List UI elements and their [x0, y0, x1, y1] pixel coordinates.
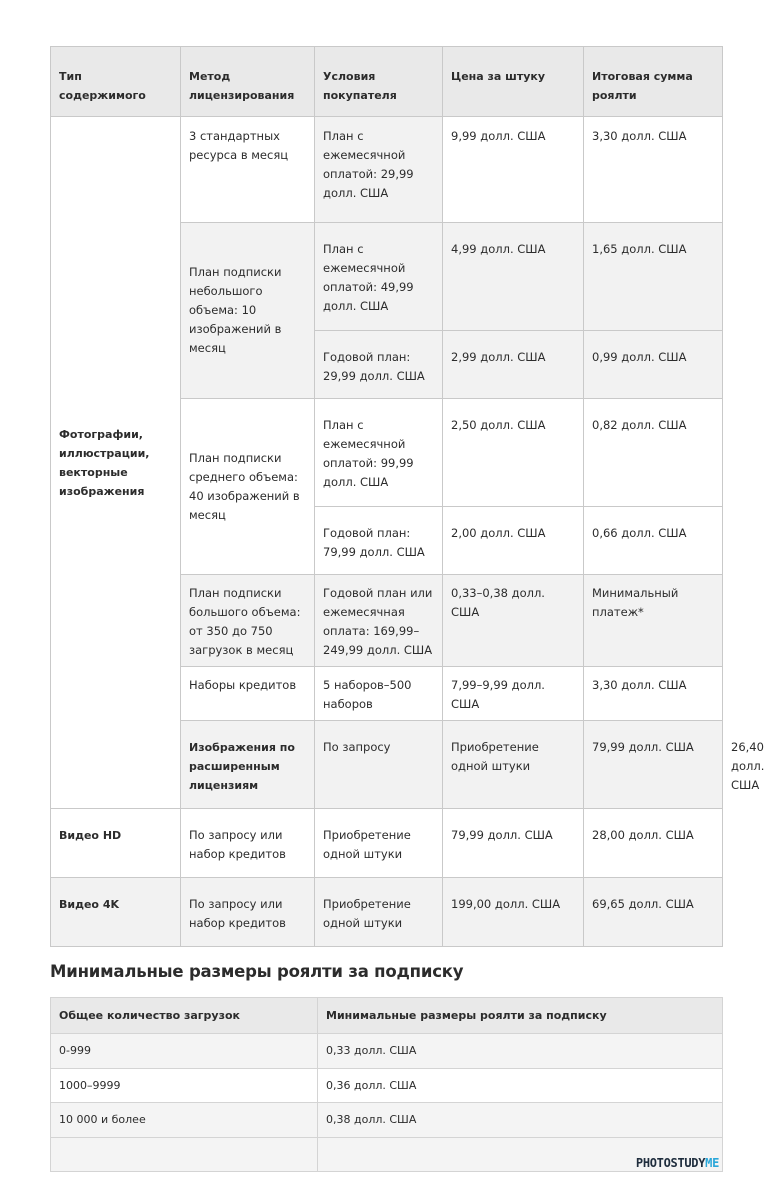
unit-price: 79,99 долл. США — [443, 809, 584, 878]
license-method: По запросу или набор кредитов — [181, 809, 315, 878]
unit-price: 2,99 долл. США — [443, 331, 584, 399]
table-row: Изображения по расширенным лицензиям По запросу Приобретение одной штуки 79,99 долл. США 26,40 долл. США — [51, 721, 723, 809]
unit-price: 4,99 долл. США — [443, 223, 584, 331]
table-header-row — [51, 47, 723, 117]
buyer-terms: Годовой план: 79,99 долл. США — [315, 507, 443, 575]
downloads-range: 10 000 и более — [51, 1103, 318, 1138]
buyer-terms: 5 наборов–500 наборов — [315, 667, 443, 721]
header-content-type: Тип содержимого — [51, 47, 181, 117]
minimum-royalty: 0,33 долл. США — [318, 1034, 723, 1069]
royalty-total: Минимальный платеж* — [584, 575, 723, 667]
license-method: План подписки большого объема: от 350 до 750 загрузок в месяц — [181, 575, 315, 667]
header-minimum-royalty: Минимальные размеры роялти за подписку — [318, 998, 723, 1034]
license-method: По запросу или набор кредитов — [181, 878, 315, 947]
table-row — [51, 878, 723, 947]
license-method: Наборы кредитов — [181, 667, 315, 721]
header-total-downloads: Общее количество загрузок — [51, 998, 318, 1034]
royalty-total: 0,99 долл. США — [584, 331, 723, 399]
royalty-total: 3,30 долл. США — [584, 667, 723, 721]
section-title: Минимальные размеры роялти за подписку — [50, 962, 464, 981]
royalty-table — [50, 46, 765, 947]
header-buyer-terms: Условия покупателя — [315, 47, 443, 117]
buyer-terms: План с ежемесячной оплатой: 29,99 долл. США — [315, 117, 443, 223]
buyer-terms: Приобретение одной штуки — [315, 878, 443, 947]
unit-price: 9,99 долл. США — [443, 117, 584, 223]
minimum-royalty: 0,36 долл. США — [318, 1068, 723, 1103]
content-type-extended: Изображения по расширенным лицензиям — [181, 721, 315, 809]
unit-price: 2,50 долл. США — [443, 399, 584, 507]
table-row — [51, 1068, 723, 1103]
unit-price: 7,99–9,99 долл. США — [443, 667, 584, 721]
downloads-range: 0-999 — [51, 1034, 318, 1069]
unit-price: 0,33–0,38 долл. США — [443, 575, 584, 667]
minimum-royalty: 0,38 долл. США — [318, 1103, 723, 1138]
content-type-4k-video: Видео 4K — [51, 878, 181, 947]
buyer-terms: Приобретение одной штуки — [315, 809, 443, 878]
buyer-terms: План с ежемесячной оплатой: 49,99 долл. США — [315, 223, 443, 331]
buyer-terms: Приобретение одной штуки — [443, 721, 584, 809]
license-method: По запросу — [315, 721, 443, 809]
unit-price: 2,00 долл. США — [443, 507, 584, 575]
empty-cell — [51, 1137, 318, 1171]
royalty-total: 69,65 долл. США — [584, 878, 723, 947]
royalty-total: 0,66 долл. США — [584, 507, 723, 575]
buyer-terms: Годовой план: 29,99 долл. США — [315, 331, 443, 399]
royalty-total: 28,00 долл. США — [584, 809, 723, 878]
content-type-hd-video: Видео HD — [51, 809, 181, 878]
license-method: План подписки небольшого объема: 10 изображений в месяц — [181, 223, 315, 399]
table-row — [51, 809, 723, 878]
royalty-total: 1,65 долл. США — [584, 223, 723, 331]
downloads-range: 1000–9999 — [51, 1068, 318, 1103]
header-license-method: Метод лицензирования — [181, 47, 315, 117]
buyer-terms: Годовой план или ежемесячная оплата: 169,99–249,99 долл. США — [315, 575, 443, 667]
royalty-total: 0,82 долл. США — [584, 399, 723, 507]
table-header-row — [51, 998, 723, 1034]
unit-price: 79,99 долл. США — [584, 721, 723, 809]
table-row-empty — [51, 1137, 723, 1171]
header-unit-price: Цена за штуку — [443, 47, 584, 117]
watermark-text-accent: ME — [705, 1156, 719, 1170]
table-row — [51, 1103, 723, 1138]
minimum-royalty-table — [50, 997, 723, 1172]
content-type-photos: Фотографии, иллюстрации, векторные изображения — [51, 117, 181, 809]
royalty-total: 3,30 долл. США — [584, 117, 723, 223]
license-method: 3 стандартных ресурса в месяц — [181, 117, 315, 223]
buyer-terms: План с ежемесячной оплатой: 99,99 долл. США — [315, 399, 443, 507]
license-method: План подписки среднего объема: 40 изображений в месяц — [181, 399, 315, 575]
watermark-logo — [636, 1156, 719, 1170]
header-royalty-total: Итоговая сумма роялти — [584, 47, 723, 117]
unit-price: 199,00 долл. США — [443, 878, 584, 947]
watermark-text: PHOTOSTUDY — [635, 1156, 706, 1170]
table-row — [51, 1034, 723, 1069]
table-row — [51, 117, 723, 223]
